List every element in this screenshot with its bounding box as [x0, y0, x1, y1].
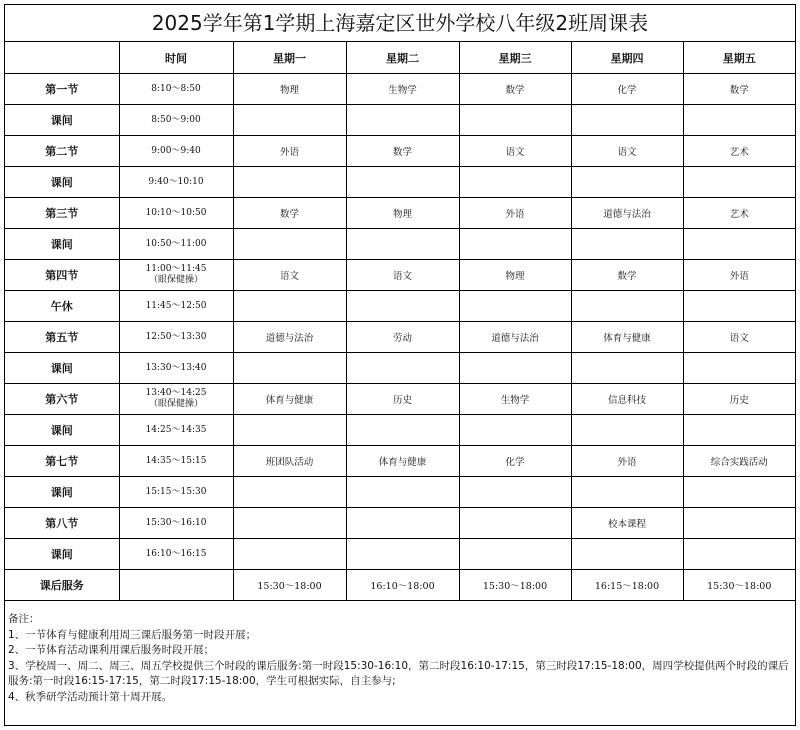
period-cell: 午休 — [5, 291, 119, 322]
period-cell: 第三节 — [5, 198, 119, 229]
course-cell — [233, 291, 346, 322]
course-cell: 语文 — [571, 136, 683, 167]
table-row — [5, 508, 795, 539]
course-cell — [459, 508, 571, 539]
table-row — [5, 198, 795, 229]
course-cell — [233, 167, 346, 198]
period-cell: 第一节 — [5, 74, 119, 105]
course-cell: 数学 — [459, 74, 571, 105]
course-cell: 物理 — [459, 260, 571, 291]
course-cell — [571, 167, 683, 198]
course-cell — [459, 167, 571, 198]
course-cell — [683, 415, 795, 446]
period-cell: 第五节 — [5, 322, 119, 353]
timetable-sheet — [4, 4, 796, 726]
course-cell — [346, 353, 459, 384]
header-cell-period — [5, 42, 119, 74]
course-cell: 校本课程 — [571, 508, 683, 539]
course-cell: 数学 — [683, 74, 795, 105]
course-cell: 语文 — [683, 322, 795, 353]
course-cell — [683, 291, 795, 322]
course-cell — [346, 167, 459, 198]
table-row — [5, 74, 795, 105]
time-range: 11:00～11:45 — [145, 264, 207, 274]
course-cell: 语文 — [233, 260, 346, 291]
course-cell — [459, 353, 571, 384]
course-cell — [683, 539, 795, 570]
time-cell — [119, 384, 233, 415]
course-cell — [683, 229, 795, 260]
course-cell: 化学 — [571, 74, 683, 105]
course-cell: 劳动 — [346, 322, 459, 353]
course-cell — [571, 291, 683, 322]
course-cell — [233, 415, 346, 446]
table-row — [5, 477, 795, 508]
time-cell — [119, 446, 233, 477]
time-range: 16:10～16:15 — [145, 548, 207, 559]
course-cell — [459, 415, 571, 446]
header-cell-thursday: 星期四 — [571, 42, 683, 74]
course-cell — [346, 229, 459, 260]
note-item: 3、学校周一、周二、周三、周五学校提供三个时段的课后服务:第一时段15:30-16:10，第二时段16:10-17:15，第三时段17:15-18:00，周四学校提供两个时段的课后服务:第一时段16:15-17:15，第二时段17:15-18:00，学生可根据实际，自主参与; — [8, 659, 789, 687]
time-cell — [119, 508, 233, 539]
period-cell: 课间 — [5, 167, 119, 198]
course-cell — [346, 291, 459, 322]
time-range: 9:00～9:40 — [151, 145, 201, 156]
time-cell — [119, 105, 233, 136]
period-cell: 第四节 — [5, 260, 119, 291]
course-cell — [233, 539, 346, 570]
time-range: 10:50～11:00 — [145, 238, 207, 249]
period-cell: 第七节 — [5, 446, 119, 477]
time-range: 13:30～13:40 — [145, 362, 207, 373]
course-cell — [683, 508, 795, 539]
course-cell: 体育与健康 — [571, 322, 683, 353]
time-range: 12:50～13:30 — [145, 331, 207, 342]
table-row — [5, 105, 795, 136]
notes-heading: 备注： — [8, 613, 40, 625]
time-cell — [119, 136, 233, 167]
course-cell: 15:30～18:00 — [233, 570, 346, 601]
course-cell: 道德与法治 — [459, 322, 571, 353]
time-cell — [119, 229, 233, 260]
time-range: 9:40～10:10 — [148, 176, 204, 187]
course-cell: 外语 — [683, 260, 795, 291]
course-cell: 生物学 — [346, 74, 459, 105]
course-cell: 历史 — [683, 384, 795, 415]
course-cell — [571, 105, 683, 136]
course-cell: 道德与法治 — [571, 198, 683, 229]
course-cell — [571, 229, 683, 260]
course-cell — [571, 353, 683, 384]
period-cell: 课间 — [5, 229, 119, 260]
course-cell: 物理 — [233, 74, 346, 105]
note-item: 2、一节体育活动课利用课后服务时段开展； — [8, 644, 215, 656]
time-cell — [119, 570, 233, 601]
note-item: 1、一节体育与健康利用周三课后服务第一时段开展； — [8, 628, 257, 641]
course-cell: 历史 — [346, 384, 459, 415]
table-row — [5, 384, 795, 415]
time-cell — [119, 198, 233, 229]
period-cell: 课间 — [5, 539, 119, 570]
course-cell — [233, 477, 346, 508]
timetable — [5, 42, 795, 601]
course-cell: 15:30～18:00 — [683, 570, 795, 601]
header-cell-monday: 星期一 — [233, 42, 346, 74]
table-row — [5, 539, 795, 570]
course-cell — [683, 167, 795, 198]
header-cell-tuesday: 星期二 — [346, 42, 459, 74]
time-range: 15:15～15:30 — [145, 486, 207, 497]
time-cell — [119, 74, 233, 105]
course-cell: 数学 — [571, 260, 683, 291]
table-row — [5, 353, 795, 384]
course-cell — [346, 105, 459, 136]
time-range: 8:10～8:50 — [151, 83, 201, 94]
course-cell — [571, 477, 683, 508]
notes-section — [5, 610, 795, 707]
period-cell: 第八节 — [5, 508, 119, 539]
course-cell: 生物学 — [459, 384, 571, 415]
table-row — [5, 415, 795, 446]
course-cell — [571, 415, 683, 446]
course-cell: 语文 — [459, 136, 571, 167]
course-cell — [459, 229, 571, 260]
course-cell — [233, 105, 346, 136]
period-cell: 课间 — [5, 105, 119, 136]
table-row — [5, 136, 795, 167]
course-cell — [346, 477, 459, 508]
course-cell: 艺术 — [683, 136, 795, 167]
course-cell: 艺术 — [683, 198, 795, 229]
time-range: 8:50～9:00 — [151, 114, 201, 125]
timetable-body — [5, 74, 795, 601]
course-cell: 物理 — [346, 198, 459, 229]
time-cell — [119, 322, 233, 353]
table-row — [5, 229, 795, 260]
table-row — [5, 570, 795, 601]
course-cell: 体育与健康 — [233, 384, 346, 415]
time-cell — [119, 415, 233, 446]
course-cell — [459, 105, 571, 136]
course-cell: 语文 — [346, 260, 459, 291]
time-range: 10:10～10:50 — [145, 207, 207, 218]
course-cell: 外语 — [571, 446, 683, 477]
time-range: 11:45～12:50 — [145, 300, 207, 311]
time-range: 13:40～14:25 — [145, 388, 207, 398]
course-cell: 外语 — [233, 136, 346, 167]
course-cell — [346, 539, 459, 570]
period-cell: 课间 — [5, 415, 119, 446]
course-cell: 综合实践活动 — [683, 446, 795, 477]
time-note: （眼保健操） — [148, 399, 203, 409]
page-title: 2025学年第1学期上海嘉定区世外学校八年级2班周课表 — [5, 5, 795, 42]
course-cell: 数学 — [346, 136, 459, 167]
course-cell — [459, 291, 571, 322]
course-cell — [233, 508, 346, 539]
table-row — [5, 291, 795, 322]
course-cell — [683, 105, 795, 136]
course-cell — [571, 539, 683, 570]
header-row — [5, 42, 795, 74]
time-cell — [119, 260, 233, 291]
course-cell: 16:15～18:00 — [571, 570, 683, 601]
table-row — [5, 167, 795, 198]
time-note: （眼保健操） — [148, 275, 203, 285]
period-cell: 第六节 — [5, 384, 119, 415]
time-range: 14:35～15:15 — [145, 455, 207, 466]
course-cell — [346, 508, 459, 539]
header-cell-friday: 星期五 — [683, 42, 795, 74]
course-cell — [233, 229, 346, 260]
period-cell: 课后服务 — [5, 570, 119, 601]
time-range: 15:30～16:10 — [145, 517, 207, 528]
table-row — [5, 322, 795, 353]
time-cell — [119, 167, 233, 198]
course-cell — [459, 477, 571, 508]
period-cell: 课间 — [5, 353, 119, 384]
time-cell — [119, 477, 233, 508]
course-cell: 15:30～18:00 — [459, 570, 571, 601]
table-row — [5, 446, 795, 477]
time-range: 14:25～14:35 — [145, 424, 207, 435]
course-cell: 班团队活动 — [233, 446, 346, 477]
time-cell — [119, 539, 233, 570]
header-cell-wednesday: 星期三 — [459, 42, 571, 74]
note-item: 4、秋季研学活动预计第十周开展。 — [8, 690, 173, 703]
table-row — [5, 260, 795, 291]
course-cell — [346, 415, 459, 446]
header-cell-time: 时间 — [119, 42, 233, 74]
course-cell: 道德与法治 — [233, 322, 346, 353]
period-cell: 课间 — [5, 477, 119, 508]
course-cell: 信息科技 — [571, 384, 683, 415]
course-cell: 16:10～18:00 — [346, 570, 459, 601]
course-cell — [459, 539, 571, 570]
course-cell: 数学 — [233, 198, 346, 229]
course-cell: 化学 — [459, 446, 571, 477]
course-cell — [683, 477, 795, 508]
course-cell: 外语 — [459, 198, 571, 229]
course-cell — [683, 353, 795, 384]
course-cell: 体育与健康 — [346, 446, 459, 477]
time-cell — [119, 291, 233, 322]
period-cell: 第二节 — [5, 136, 119, 167]
course-cell — [233, 353, 346, 384]
time-cell — [119, 353, 233, 384]
